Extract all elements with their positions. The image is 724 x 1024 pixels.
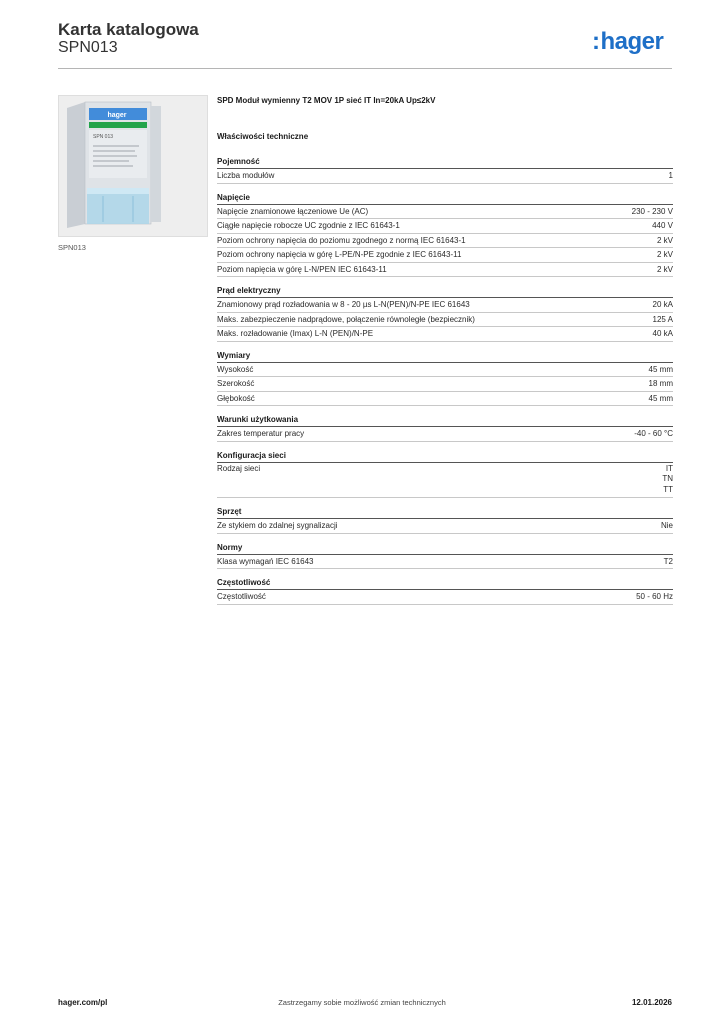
spec-value-line: Nie <box>660 521 673 530</box>
logo-text: hager <box>600 28 664 55</box>
spec-value-line: 230 - 230 V <box>631 206 673 216</box>
spec-value <box>632 205 673 219</box>
spec-value-line: 45 mm <box>648 364 673 374</box>
page-title: Karta katalogowa <box>58 20 199 39</box>
spec-label: Poziom ochrony napięcia w górę L-PE/N-PE zgodnie z IEC 61643-11 <box>217 250 462 259</box>
spec-value-line: 2 kV <box>656 264 673 274</box>
spec-value <box>657 248 673 262</box>
spec-section <box>217 450 673 499</box>
spec-value <box>634 427 673 441</box>
section-heading: Warunki użytkowania <box>217 414 673 427</box>
image-caption: SPN013 <box>58 243 86 252</box>
spec-value-line: 125 A <box>652 314 673 324</box>
spec-value <box>653 298 673 312</box>
spec-label: Poziom napięcia w górę L-N/PEN IEC 61643-11 <box>217 264 387 274</box>
spec-label: Wysokość <box>217 364 254 374</box>
spec-value <box>661 519 673 533</box>
spec-value-line: 20 kA <box>652 300 673 309</box>
spec-label: Klasa wymagań IEC 61643 <box>217 556 314 566</box>
spec-value-line: 18 mm <box>648 379 673 388</box>
spec-label: Liczba modułów <box>217 171 275 180</box>
section-heading: Pojemność <box>217 156 673 169</box>
section-heading: Normy <box>217 542 673 555</box>
hager-logo[interactable] <box>592 28 663 56</box>
spec-row <box>217 234 673 249</box>
spec-row <box>217 377 673 392</box>
spec-row <box>217 392 673 407</box>
spec-value-line: T2 <box>663 556 673 566</box>
spec-value-line: 1 <box>668 171 673 180</box>
spec-section <box>217 285 673 342</box>
header-divider <box>58 68 672 69</box>
spec-value-line: 45 mm <box>648 393 673 403</box>
spec-value-line: 40 kA <box>652 329 673 338</box>
product-title: SPD Moduł wymienny T2 MOV 1P sieć IT In=20kA Up≤2kV <box>217 96 436 105</box>
section-heading: Napięcie <box>217 192 673 205</box>
spec-value <box>657 234 673 248</box>
spec-label: Głębokość <box>217 393 255 403</box>
spec-label: Częstotliwość <box>217 592 266 601</box>
product-image <box>58 95 208 237</box>
spec-value <box>652 219 673 233</box>
device-model-label: SPN 013 <box>93 134 114 140</box>
spec-label: Ciągłe napięcie robocze UC zgodnie z IEC 61643-1 <box>217 221 400 230</box>
section-heading: Prąd elektryczny <box>217 285 673 298</box>
spec-value <box>662 464 673 496</box>
spec-value <box>649 363 673 377</box>
surge-module-icon <box>59 96 207 236</box>
device-brand-label: hager <box>107 112 127 119</box>
logo-colon-icon: : <box>592 28 600 55</box>
spec-section <box>217 192 673 278</box>
spec-content <box>217 94 673 613</box>
tech-properties-heading: Właściwości techniczne <box>217 132 309 141</box>
spec-label: Napięcie znamionowe łączeniowe Ue (AC) <box>217 206 369 216</box>
footer-website-link[interactable]: hager.com/pl <box>58 998 108 1007</box>
spec-value-line: TN <box>662 474 673 483</box>
spec-value-line: -40 - 60 °C <box>634 429 673 438</box>
spec-label: Zakres temperatur pracy <box>217 429 305 438</box>
spec-row <box>217 298 673 313</box>
spec-row <box>217 363 673 378</box>
spec-value-line: 440 V <box>652 221 673 230</box>
spec-label: Maks. zabezpieczenie nadprądowe, połączenie równoległe (bezpiecznik) <box>217 314 475 324</box>
spec-value <box>657 263 673 277</box>
spec-label: Znamionowy prąd rozładowania w 8 - 20 µs L-N(PEN)/N-PE IEC 61643 <box>217 300 470 309</box>
spec-row <box>217 590 673 605</box>
spec-row <box>217 519 673 534</box>
spec-value <box>653 327 673 341</box>
spec-row <box>217 205 673 220</box>
spec-value <box>649 392 673 406</box>
footer-date: 12.01.2026 <box>631 998 672 1007</box>
spec-label: Szerokość <box>217 379 255 388</box>
spec-row <box>217 263 673 278</box>
spec-section <box>217 156 673 184</box>
spec-section <box>217 542 673 570</box>
spec-section <box>217 577 673 605</box>
spec-row <box>217 555 673 570</box>
spec-value <box>669 169 673 183</box>
spec-value <box>649 377 673 391</box>
section-heading: Wymiary <box>217 350 673 363</box>
spec-value-line: 2 kV <box>656 235 673 245</box>
section-heading: Konfiguracja sieci <box>217 450 673 463</box>
spec-row <box>217 169 673 184</box>
footer-disclaimer: Zastrzegamy sobie możliwość zmian technicznych <box>278 998 446 1007</box>
section-heading: Sprzęt <box>217 506 673 519</box>
spec-row <box>217 463 673 499</box>
spec-value <box>636 590 673 604</box>
spec-label: Maks. rozładowanie (Imax) L-N (PEN)/N-PE <box>217 329 374 338</box>
spec-row <box>217 313 673 328</box>
spec-sections <box>217 156 673 605</box>
spec-value <box>664 555 673 569</box>
spec-row <box>217 219 673 234</box>
spec-value-line: IT <box>665 463 673 473</box>
spec-section <box>217 506 673 534</box>
spec-value-line: TT <box>663 484 673 494</box>
spec-row <box>217 327 673 342</box>
spec-row <box>217 248 673 263</box>
spec-label: Rodzaj sieci <box>217 463 261 473</box>
spec-value <box>653 313 673 327</box>
spec-row <box>217 427 673 442</box>
spec-section <box>217 414 673 442</box>
spec-label: Ze stykiem do zdalnej sygnalizacji <box>217 521 338 530</box>
product-code: SPN013 <box>58 39 118 56</box>
spec-section <box>217 350 673 407</box>
section-heading: Częstotliwość <box>217 577 673 590</box>
spec-value-line: 50 - 60 Hz <box>636 592 673 601</box>
spec-label: Poziom ochrony napięcia do poziomu zgodnego z normą IEC 61643-1 <box>217 235 466 245</box>
spec-value-line: 2 kV <box>656 250 673 259</box>
